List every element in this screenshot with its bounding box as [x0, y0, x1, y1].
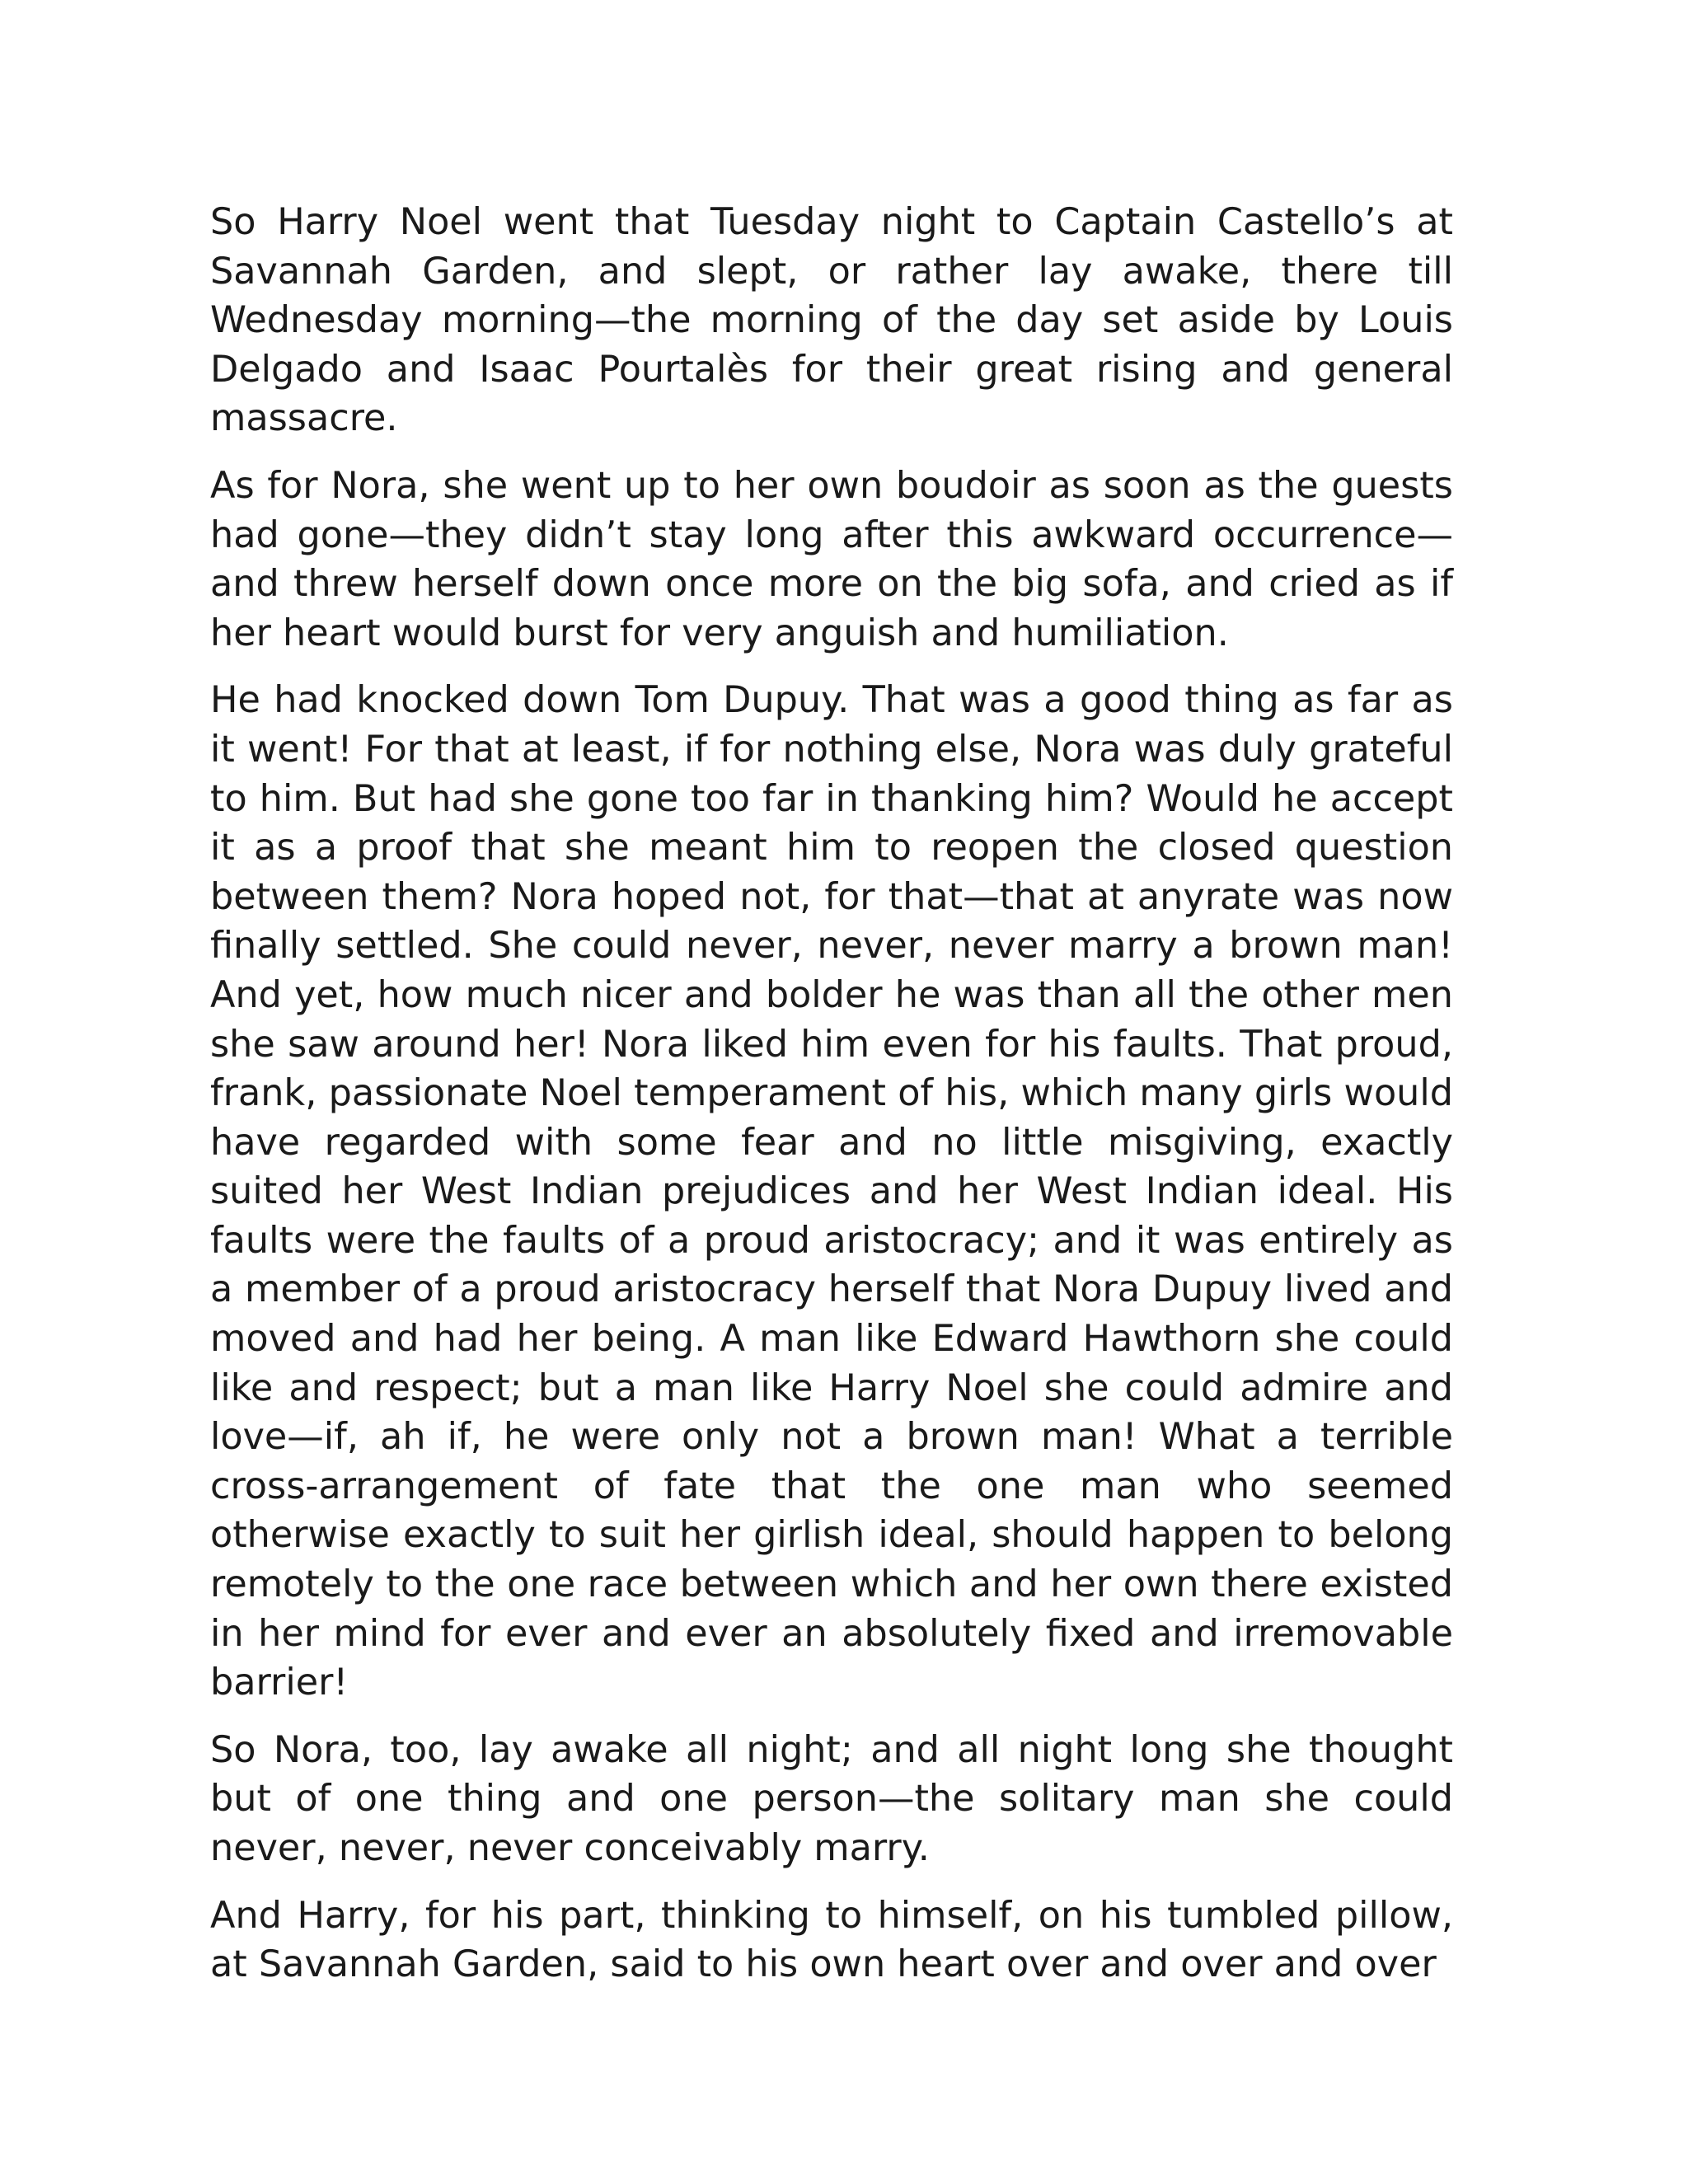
paragraph-3: He had knocked down Tom Dupuy. That was a good thing as far as it went! For that at least, if for nothing else, Nora was duly grateful to him. But had she gone too far in thanking him? Would he accept it as a proof that she meant him to reopen the closed question between them? Nora hoped not, for that—that at anyrate was now finally settled. She could never, never, never marry a brown man! And yet, how much nicer and bolder he was than all the other men she saw around her! Nora liked him even for his faults. That proud, frank, passionate Noel temperament of his, which many girls would have regarded with some fear and no little misgiving, exactly suited her West Indian prejudices and her West Indian ideal. His faults were the faults of a proud aristocracy; and it was entirely as a member of a proud aristocracy herself that Nora Dupuy lived and moved and had her being. A man like Edward Hawthorn she could like and respect; but a man like Harry Noel she could admire and love—if, ah if, he were only not a brown man! What a terrible cross-arrangement of fate that the one man who seemed otherwise exactly to suit her girlish ideal, should happen to belong remotely to the one race between which and her own there existed in her mind for ever and ever an absolutely fixed and irremovable barrier! — [210, 679, 1453, 1704]
paragraph-5: And Harry, for his part, thinking to himself, on his tumbled pillow, at Savannah Garden, said to his own heart over and over and over — [210, 1894, 1453, 1986]
body-text — [210, 198, 1453, 2008]
paragraph-4: So Nora, too, lay awake all night; and all night long she thought but of one thing and one person—the solitary man she could never, never, never conceivably marry. — [210, 1728, 1453, 1869]
paragraph-2: As for Nora, she went up to her own boudoir as soon as the guests had gone—they didn’t stay long after this awkward occurrence—and threw herself down once more on the big sofa, and cried as if her heart would burst for very anguish and humiliation. — [210, 464, 1453, 654]
paragraph-1: So Harry Noel went that Tuesday night to Captain Castello’s at Savannah Garden, and slept, or rather lay awake, there till Wednesday morning—the morning of the day set aside by Louis Delgado and Isaac Pourtalès for their great rising and general massacre. — [210, 201, 1453, 440]
